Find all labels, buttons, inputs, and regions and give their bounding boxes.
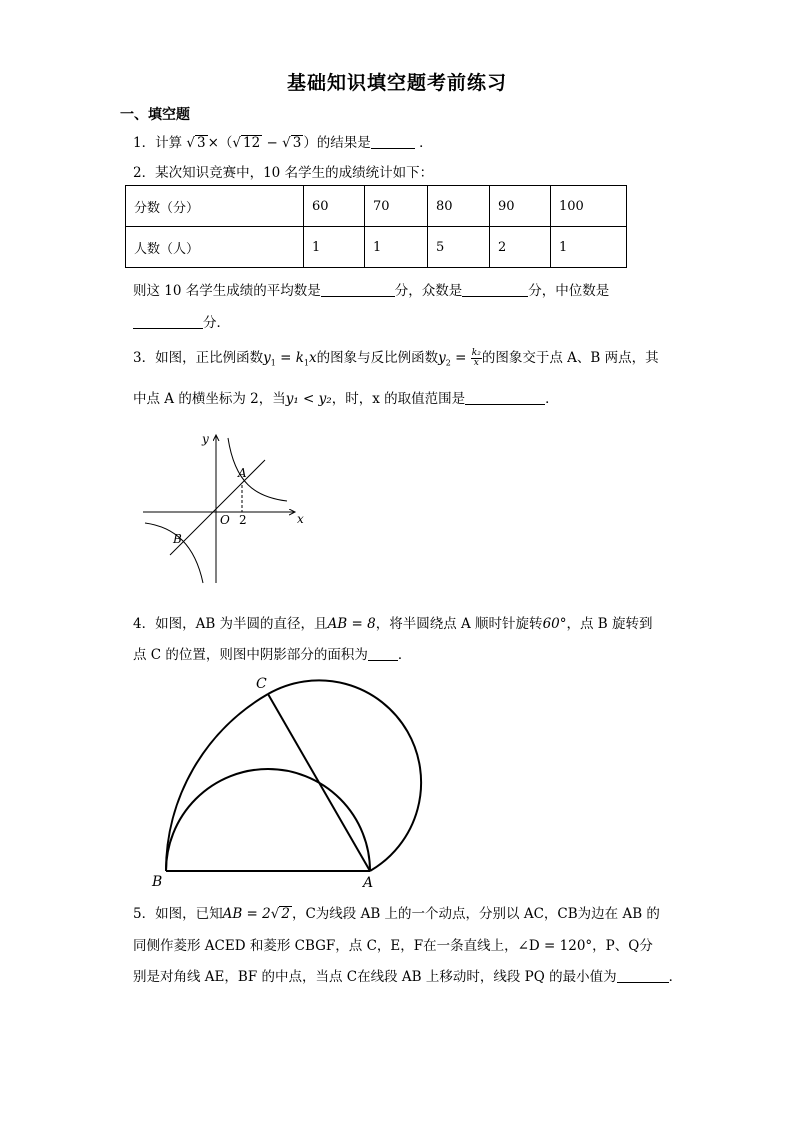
q3-text-b: 的图象与反比例函数	[316, 350, 439, 366]
q5-ab: AB = 2	[222, 906, 271, 922]
answer-blank[interactable]	[462, 282, 528, 297]
q4-text-c: ，点 B 旋转到	[566, 616, 653, 632]
q3-sub2: 2	[445, 358, 451, 368]
table-cell: 60	[304, 186, 365, 227]
hyperbola-branch	[228, 438, 287, 501]
radical-sign: √	[232, 135, 242, 151]
answer-blank[interactable]	[368, 646, 398, 661]
q5-end: ．	[668, 969, 683, 985]
q1-number: 1．	[133, 135, 156, 151]
question-5-line-2	[133, 934, 653, 954]
question-4	[133, 612, 653, 632]
original-semicircle	[166, 769, 370, 871]
table-cell: 分数（分）	[126, 186, 304, 227]
table-cell: 90	[490, 186, 551, 227]
section-heading: 一、填空题	[120, 107, 190, 123]
rotated-semicircle	[268, 680, 421, 871]
proportional-line	[170, 460, 265, 555]
q1-sqrt12: 12	[243, 135, 261, 151]
q3-y2: y	[438, 350, 446, 366]
q1-sqrt3: 3	[197, 135, 206, 151]
table-cell: 100	[551, 186, 627, 227]
question-5-line-3	[133, 965, 682, 985]
q3-eq1: =	[275, 350, 296, 366]
q2-text-d: 分．	[203, 315, 230, 331]
point-label-c: C	[256, 676, 267, 692]
table-row	[126, 227, 627, 268]
q1-sqrt3b: 3	[292, 135, 302, 151]
q5-text-a: 如图，已知	[155, 906, 223, 922]
point-label-b: B	[152, 874, 163, 890]
q3-sub1: 1	[270, 358, 276, 368]
answer-blank[interactable]	[371, 134, 415, 149]
q2-text-b: 分，众数是	[394, 283, 463, 299]
q4-text-d: 点 C 的位置，则图中阴影部分的面积为	[133, 647, 368, 663]
q3-text-e: ，时，x 的取值范围是	[331, 391, 466, 407]
table-cell: 80	[428, 186, 490, 227]
q3-end: ．	[545, 391, 559, 407]
q5-number: 5．	[133, 906, 156, 922]
table-cell: 人数（人）	[126, 227, 304, 268]
q4-ab: AB = 8	[327, 616, 376, 632]
table-cell: 1	[551, 227, 627, 268]
table-cell: 2	[490, 227, 551, 268]
table-cell: 1	[365, 227, 428, 268]
q3-fraction-den: x	[473, 358, 479, 368]
question-2-answer-line-2	[133, 311, 230, 331]
q5-text-c: 同侧作菱形 ACED 和菱形 CBGF，点 C，E，F在一条直线上，∠D = 120°，P、Q分	[133, 938, 653, 954]
radical-sign: √	[282, 135, 291, 151]
q3-text-a: 如图，正比例函数	[155, 350, 264, 366]
point-label-a: A	[238, 466, 247, 480]
answer-blank[interactable]	[321, 282, 395, 297]
axis-label-y: y	[202, 432, 209, 446]
q2-number: 2．	[133, 165, 156, 181]
question-1	[133, 131, 433, 151]
q2-text: 某次知识竞赛中，10 名学生的成绩统计如下：	[155, 165, 434, 181]
q1-end: ．	[419, 135, 433, 151]
q2-text-a: 则这 10 名学生成绩的平均数是	[133, 283, 321, 299]
q3-number: 3．	[133, 350, 156, 366]
q4-degree: 60°	[542, 616, 567, 632]
page-title: 基础知识填空题考前练习	[286, 72, 507, 94]
tick-label: 2	[239, 513, 247, 527]
answer-blank[interactable]	[133, 314, 203, 329]
q3-k1-sub: 1	[303, 358, 310, 368]
q3-eq2: =	[450, 350, 471, 366]
table-cell: 70	[365, 186, 428, 227]
answer-blank[interactable]	[617, 968, 669, 983]
question-5	[133, 902, 660, 922]
question-4-line-2	[133, 643, 411, 663]
q3-inequality: y₁ < y₂	[285, 391, 332, 407]
q4-number: 4．	[133, 616, 156, 632]
question-2-answer-line	[133, 279, 609, 299]
score-table	[125, 185, 627, 268]
q4-text-a: 如图，AB 为半圆的直径，且	[155, 616, 328, 632]
q3-text-c: 的图象交于点 A、B 两点，其	[481, 350, 659, 366]
axis-label-x: x	[297, 512, 304, 526]
q5-sqrt2: 2	[281, 906, 290, 922]
origin-label: O	[220, 513, 230, 527]
table-row	[126, 186, 627, 227]
question-2	[133, 161, 433, 181]
point-label-b: B	[173, 532, 182, 546]
q4-figure	[140, 668, 450, 893]
segment-ac	[268, 694, 370, 871]
q1-minus: −	[262, 135, 283, 151]
question-3-line-2	[133, 387, 559, 407]
table-cell: 5	[428, 227, 490, 268]
q5-text-d: 别是对角线 AE，BF 的中点，当点 C在线段 AB 上移动时，线段 PQ 的最小值为	[133, 969, 617, 985]
table-cell: 1	[304, 227, 365, 268]
q5-text-b: ，C为线段 AB 上的一个动点，分别以 AC，CB为边在 AB 的	[291, 906, 660, 922]
q3-figure	[135, 425, 315, 590]
q1-times: ×（	[207, 135, 233, 151]
radical-sign: √	[270, 906, 280, 922]
question-3	[133, 346, 659, 368]
q3-y1: y	[263, 350, 271, 366]
point-label-a: A	[363, 875, 374, 891]
q3-fraction-num: k₂	[471, 348, 481, 358]
answer-blank[interactable]	[465, 390, 545, 405]
q1-close: ）的结果是	[303, 135, 371, 151]
q3-text-d: 中点 A 的横坐标为 2，当	[133, 391, 286, 407]
q2-text-c: 分，中位数是	[528, 283, 610, 299]
q3-fraction	[471, 349, 482, 368]
q3-x1: x	[309, 350, 317, 366]
q1-prefix: 计算	[155, 135, 183, 151]
q4-end: ．	[397, 647, 412, 663]
radical-sign: √	[186, 135, 195, 151]
q4-text-b: ，将半圆绕点 A 顺时针旋转	[375, 616, 543, 632]
q3-k1: k	[295, 350, 304, 366]
